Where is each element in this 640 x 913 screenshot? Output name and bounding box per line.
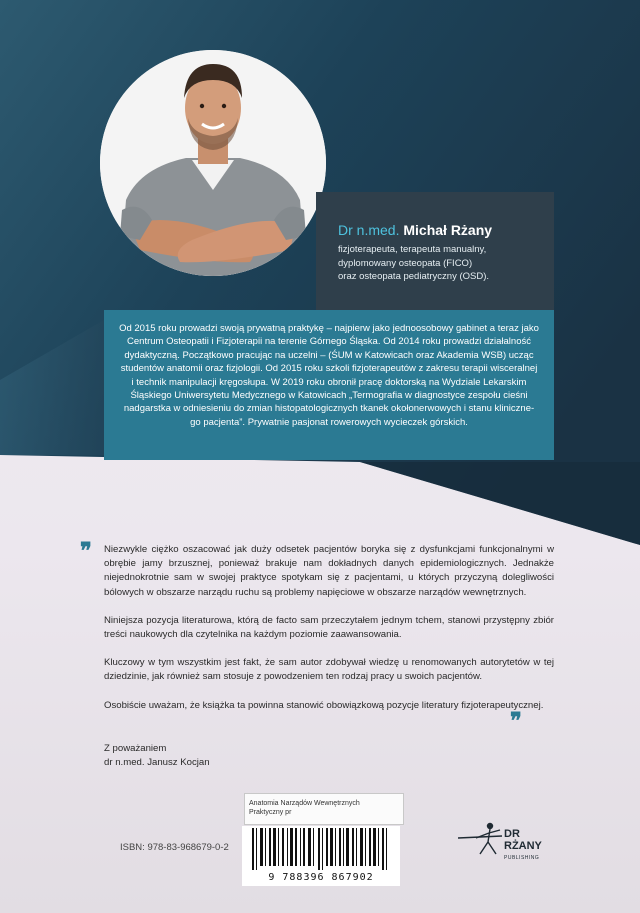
publisher-subtitle: PUBLISHING (504, 855, 540, 861)
sticker-line: Anatomia Narządów Wewnętrznych (249, 800, 360, 807)
author-title-prefix: Dr n.med. (338, 222, 400, 238)
biography-line: Centrum Osteopatii i Fizjoterapii na terenie Górnego Śląska. Od 2014 roku prowadzi działalność (127, 336, 531, 348)
review-paragraph: Kluczowy w tym wszystkim jest fakt, że sam autor zdobywał wiedzę u renomowanych autorytetów w tej dziedzinie, jak również sam stosuje z powodzeniem ten rodzaj pracy u swoich pacjentów. (104, 657, 554, 683)
biography-line: go pacjenta”. Prywatnie pasjonat rowerowych wycieczek górskich. (190, 416, 468, 428)
quote-close-icon: ❞ (510, 708, 522, 734)
barcode-digits: 9 788396 867902 (268, 872, 374, 883)
barcode-bars (242, 826, 400, 872)
review-closing: Z poważaniem (104, 743, 167, 754)
author-photo (100, 50, 326, 276)
author-roles (338, 243, 548, 284)
biography-line: studentów anatomii oraz fizjologii. Od 2015 roku szkoli fizjoterapeutów z zakresu terapii wisceralnej (120, 363, 538, 375)
biography-text (112, 322, 546, 429)
review-paragraph: Osobiście uważam, że książka ta powinna stanowić obowiązkową pozycje literatury fizjoterapeutycznej. (104, 699, 544, 711)
price-sticker (244, 793, 404, 825)
publisher-name (504, 828, 542, 852)
isbn-number: ISBN: 978-83-968679-0-2 (120, 842, 229, 853)
review-paragraph: Niezwykle ciężko oszacować jak duży odsetek pacjentów boryka się z dysfunkcjami funkcjonalnymi w obrębie jamy brzusznej, ponieważ brakuje nam dokładnych danych epidemiologicznych. Jednakże niejednokrotnie sam w swojej praktyce spotykam się z pacjentami, u których przyczyną dolegliwości bólowych w obszarze narządu ruchu są problemy napięciowe w obszarze narządów wewnętrznych. (104, 544, 554, 598)
biography-line: Od 2015 roku prowadzi swoją prywatną praktykę – najpierw jako jednoosobowy gabinet a teraz jako (119, 323, 539, 334)
author-portrait-illustration (100, 50, 326, 276)
sticker-line: Praktyczny pr (249, 809, 292, 816)
publisher-name-line: DR (504, 828, 520, 840)
quote-open-icon: ❞ (80, 538, 92, 564)
author-name (338, 222, 492, 238)
author-fullname: Michał Rżany (403, 222, 493, 238)
review-paragraph: Niniejsza pozycja literaturowa, którą de facto sam przeczytałem jednym tchem, stanowi przystępny zbiór treści naukowych dla czytelnika na każdym poziomie zaawansowania. (104, 614, 554, 641)
author-role-line: oraz osteopata pediatryczny (OSD). (338, 271, 490, 282)
author-role-line: fizjoterapeuta, terapeuta manualny, (338, 244, 487, 255)
review-signature (104, 742, 210, 770)
barcode (242, 826, 400, 886)
publisher-name-line: RŻANY (504, 840, 542, 852)
biography-line: nadgarstka w odniesieniu do zmian histopatologicznych tkanek okołonerwowych i stanu kliniczne- (123, 403, 535, 415)
review-signatory: dr n.med. Janusz Kocjan (104, 757, 210, 768)
biography-line: i technik manipulacji kręgosłupa. W 2019 roku obronił pracę doktorską na Wydziale Lekarskim (131, 376, 527, 388)
biography-line: dydaktyczną. Początkowo pracując na uczelni – (ŚUM w Katowicach oraz Akademia WSB) ucząc (124, 349, 534, 361)
biography-line: Śląskiego Uniwersytetu Medycznego w Katowicach „Termografia w diagnostyce zespołu cieśni (130, 390, 528, 402)
review-text (104, 543, 554, 727)
author-role-line: dyplomowany osteopata (FICO) (338, 257, 473, 269)
